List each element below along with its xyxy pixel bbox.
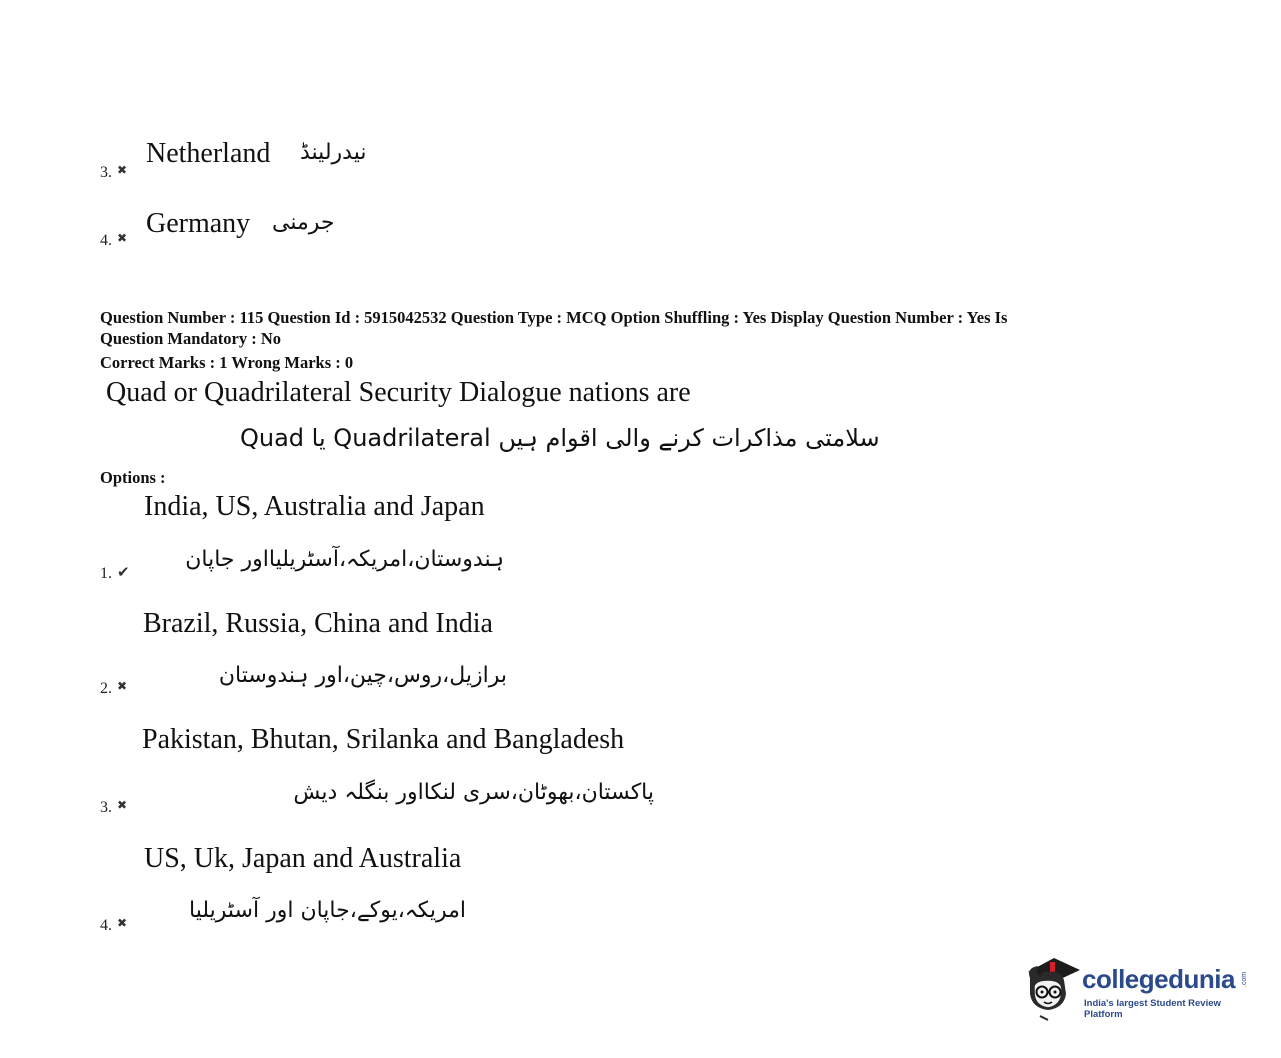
option-3-english-text: Pakistan, Bhutan, Srilanka and Bangladesh <box>142 724 625 755</box>
option-4-label <box>100 917 127 935</box>
question-english-text: Quad or Quadrilateral Security Dialogue nations are <box>106 377 691 408</box>
wrong-mark-icon: ✖ <box>117 231 128 245</box>
question-meta <box>100 307 1007 373</box>
question-meta-line2: Question Mandatory : No <box>100 329 282 348</box>
option-1-label <box>100 564 130 583</box>
question-urdu-text: Quad یا Quadrilateral سلامتی مذاکرات کرنے والی اقوام ہیں <box>240 424 880 452</box>
correct-check-icon: ✔ <box>117 563 130 581</box>
wrong-mark-icon: ✖ <box>117 163 128 177</box>
option-number: 2. <box>100 680 112 697</box>
option-urdu-text: نیدرلینڈ <box>300 140 367 165</box>
option-number: 3. <box>100 164 112 181</box>
wrong-mark-icon: ✖ <box>117 916 128 930</box>
option-1-english-text: India, US, Australia and Japan <box>144 491 485 522</box>
option-3-label <box>100 799 127 817</box>
option-4-urdu-text: امریکہ،یوکے،جاپان اور آسٹریلیا <box>189 898 466 923</box>
wrong-mark-icon: ✖ <box>117 798 128 812</box>
option-number: 3. <box>100 799 112 816</box>
option-2-urdu-text: برازیل،روس،چین،اور ہندوستان <box>218 663 507 688</box>
wrong-mark-icon: ✖ <box>117 679 128 693</box>
logo-text: collegedunia <box>1082 964 1235 994</box>
option-1-urdu-text: ہندوستان،امریکہ،آسٹریلیااور جاپان <box>185 547 504 572</box>
collegedunia-logo <box>1020 950 1260 1022</box>
option-number: 4. <box>100 232 112 249</box>
option-3-urdu-text: پاکستان،بھوٹان،سری لنکااور بنگلہ دیش <box>293 780 654 805</box>
question-meta-line1: Question Number : 115 Question Id : 5915042532 Question Type : MCQ Option Shuffling : Yes Display Question Number : Yes Is <box>100 308 1008 327</box>
question-marks: Correct Marks : 1 Wrong Marks : 0 <box>100 353 354 372</box>
option-english-text: Germany <box>146 208 251 239</box>
option-english-text: Netherland <box>146 138 271 169</box>
option-2-label <box>100 680 127 698</box>
graduate-mascot-icon <box>1020 950 1084 1022</box>
options-label: Options : <box>100 468 166 487</box>
option-number: 4. <box>100 917 112 934</box>
option-4-english-text: US, Uk, Japan and Australia <box>144 843 462 874</box>
option-2-english-text: Brazil, Russia, China and India <box>143 608 493 639</box>
logo-suffix: .com <box>1241 971 1249 988</box>
option-number: 1. <box>100 565 112 582</box>
logo-tagline: India's largest Student Review Platform <box>1084 998 1221 1020</box>
option-urdu-text: جرمنی <box>272 210 335 235</box>
